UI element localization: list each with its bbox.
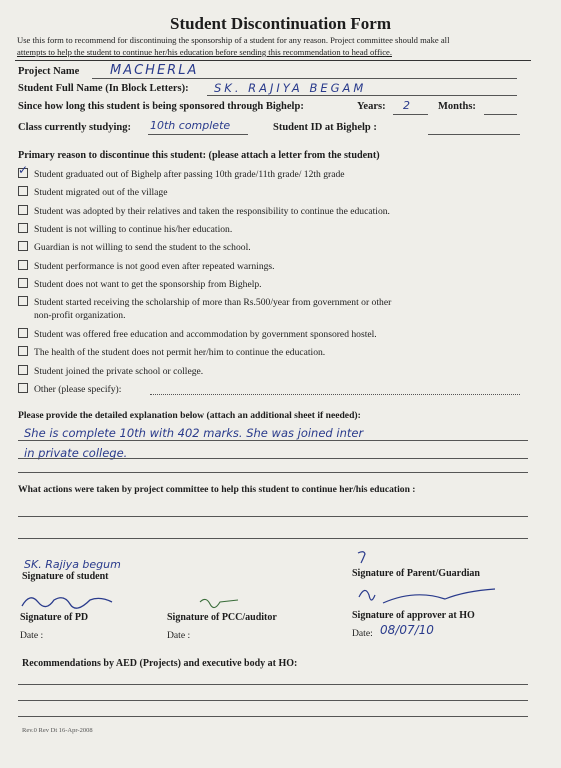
form-revision-footer: Rev.0 Rev Dt 16-Apr-2008 (22, 727, 93, 734)
form-intro (17, 34, 545, 58)
reason-option-1[interactable]: ✓Student graduated out of Bighelp after passing 10th grade/11th grade/ 12th grade (18, 168, 345, 180)
approver-date-label: Date: (352, 628, 373, 639)
reason-option-11[interactable]: Student joined the private school or college. (18, 365, 203, 377)
explanation-rule-3 (18, 472, 528, 473)
reason-option-4[interactable]: Student is not willing to continue his/her education. (18, 223, 232, 235)
explanation-line-2[interactable]: in private college. (24, 446, 128, 460)
sponsor-duration-label: Since how long this student is being sponsored through Bighelp: (18, 101, 304, 112)
student-id-line (428, 134, 520, 135)
pcc-signature-label: Signature of PCC/auditor (167, 612, 277, 623)
project-name-value[interactable]: MACHERLA (110, 63, 199, 78)
reason-option-3[interactable]: Student was adopted by their relatives and taken the responsibility to continue the education. (18, 205, 390, 217)
class-value[interactable]: 10th complete (150, 119, 231, 132)
student-name-label: Student Full Name (In Block Letters): (18, 83, 189, 94)
reason-option-12[interactable]: Other (please specify): (18, 383, 121, 395)
years-line (393, 114, 428, 115)
checkbox-icon[interactable] (18, 328, 28, 338)
reason-option-7[interactable]: Student does not want to get the sponsorship from Bighelp. (18, 278, 262, 290)
reason-option-8-continuation: non-profit organization. (34, 310, 126, 321)
years-label: Years: (357, 101, 386, 112)
checkbox-icon[interactable] (18, 296, 28, 306)
actions-rule-2 (18, 538, 528, 539)
parent-signature-label: Signature of Parent/Guardian (352, 568, 480, 579)
reason-option-9[interactable]: Student was offered free education and accommodation by government sponsored hostel. (18, 328, 377, 340)
student-id-label: Student ID at Bighelp : (273, 122, 377, 133)
actions-rule-1 (18, 516, 528, 517)
pd-signature-mark (20, 590, 120, 614)
recommendations-rule-1 (18, 684, 528, 685)
years-value[interactable]: 2 (403, 99, 410, 112)
student-name-line (207, 95, 517, 96)
class-label: Class currently studying: (18, 122, 131, 133)
page-title: Student Discontinuation Form (169, 14, 392, 33)
checkbox-icon[interactable] (18, 205, 28, 215)
checkbox-checked-icon[interactable] (18, 168, 28, 178)
pd-date-label: Date : (20, 630, 44, 641)
primary-reason-heading: Primary reason to discontinue this student: (please attach a letter from the student) (18, 150, 380, 161)
approver-date-value[interactable]: 08/07/10 (380, 623, 434, 637)
approver-signature-mark (355, 583, 505, 611)
intro-line-2: attempts to help the student to continue her/his education before sending this recommendation to head office. (17, 47, 392, 57)
pcc-date-label: Date : (167, 630, 191, 641)
student-signature-label: Signature of student (22, 571, 109, 582)
checkbox-icon[interactable] (18, 223, 28, 233)
checkbox-icon[interactable] (18, 365, 28, 375)
checkbox-icon[interactable] (18, 260, 28, 270)
pcc-signature-mark (198, 594, 258, 610)
student-name-value[interactable]: SK. RAJIYA BEGAM (214, 81, 367, 95)
explanation-rule-2 (18, 458, 528, 459)
checkbox-icon[interactable] (18, 186, 28, 196)
months-label: Months: (438, 101, 476, 112)
reason-option-2[interactable]: Student migrated out of the village (18, 186, 167, 198)
checkbox-icon[interactable] (18, 241, 28, 251)
reason-option-8[interactable]: Student started receiving the scholarship of more than Rs.500/year from government or other (18, 296, 391, 308)
intro-line-1: Use this form to recommend for discontinuing the sponsorship of a student for any reason. Project committee should make all (17, 35, 450, 45)
checkbox-icon[interactable] (18, 383, 28, 393)
reason-option-6[interactable]: Student performance is not good even after repeated warnings. (18, 260, 275, 272)
student-signature-handwritten: SK. Rajiya begum (24, 558, 121, 571)
recommendations-label: Recommendations by AED (Projects) and executive body at HO: (22, 658, 298, 669)
class-line (148, 134, 248, 135)
checkbox-icon[interactable] (18, 346, 28, 356)
project-name-label: Project Name (18, 66, 80, 77)
explanation-line-1[interactable]: She is complete 10th with 402 marks. She was joined inter (24, 426, 364, 440)
other-specify-line (150, 394, 520, 395)
project-name-line (92, 78, 517, 79)
explanation-rule-1 (18, 440, 528, 441)
reason-option-10[interactable]: The health of the student does not permit her/him to continue the education. (18, 346, 325, 358)
recommendations-rule-2 (18, 700, 528, 701)
actions-label: What actions were taken by project committee to help this student to continue her/his education : (18, 484, 416, 495)
pd-signature-label: Signature of PD (20, 612, 89, 623)
reason-option-5[interactable]: Guardian is not willing to send the student to the school. (18, 241, 251, 253)
header-divider (15, 60, 531, 61)
explanation-label: Please provide the detailed explanation below (attach an additional sheet if needed): (18, 410, 361, 421)
checkbox-icon[interactable] (18, 278, 28, 288)
parent-signature-mark (355, 550, 375, 564)
recommendations-rule-3 (18, 716, 528, 717)
approver-signature-label: Signature of approver at HO (352, 610, 475, 621)
months-line (484, 114, 517, 115)
